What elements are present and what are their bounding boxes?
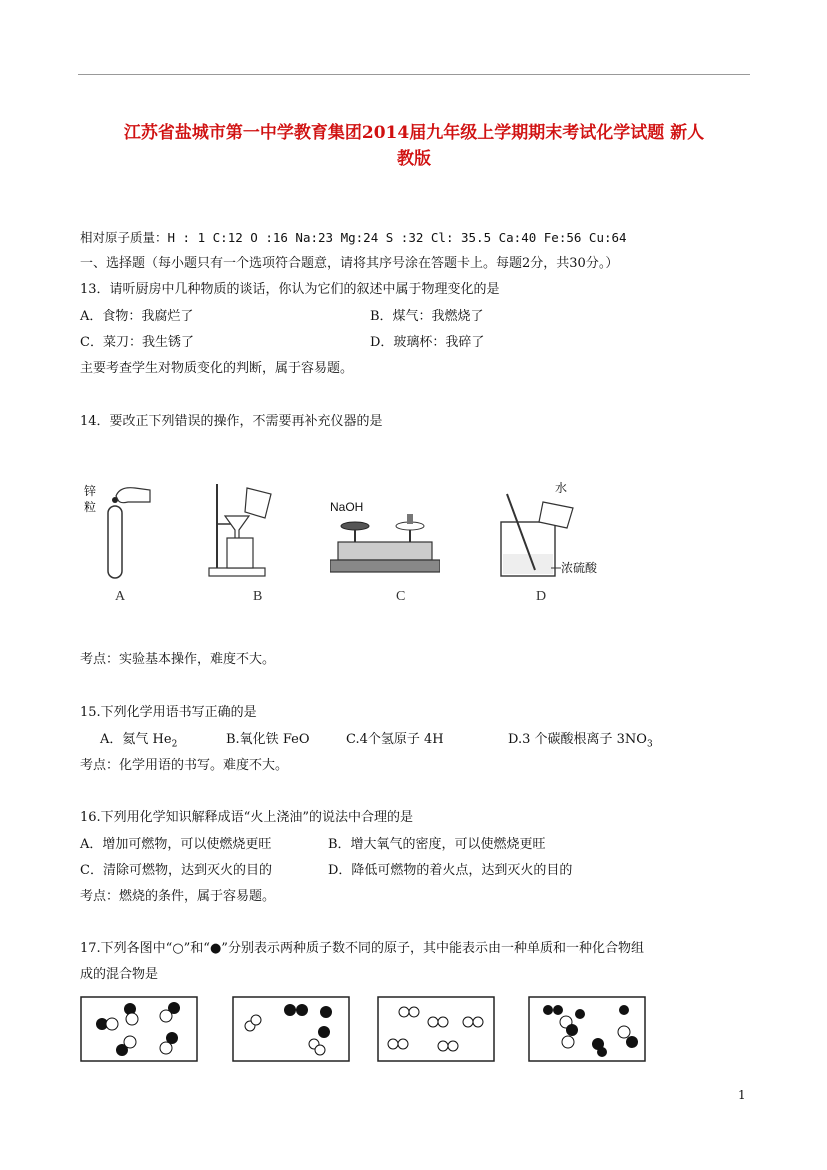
- beaker: [227, 538, 253, 568]
- title-line-1: 江苏省盐城市第一中学教育集团2014届九年级上学期期末考试化学试题 新人: [123, 123, 705, 143]
- q13-option-a: A．食物：我腐烂了: [80, 309, 194, 324]
- figure-b-filtration: [205, 480, 285, 580]
- q13-option-c: C．菜刀：我生锈了: [80, 335, 194, 350]
- q16-stem: 16.下列用化学知识解释成语“火上浇油”的说法中合理的是: [80, 810, 413, 825]
- q13-stem: 13．请听厨房中几种物质的谈话，你认为它们的叙述中属于物理变化的是: [80, 282, 500, 297]
- figure-a-label: A: [115, 589, 126, 604]
- balance-body: [338, 542, 432, 560]
- q15-stem: 15.下列化学用语书写正确的是: [80, 705, 257, 720]
- test-tube: [108, 506, 122, 578]
- atomic-mass-line: 相对原子质量：H : 1 C:12 O :16 Na:23 Mg:24 S :32 Cl: 35.5 Ca:40 Fe:56 Cu:64: [80, 230, 627, 245]
- q16-options-row1: [80, 836, 700, 854]
- naoh-label: NaOH: [330, 500, 364, 514]
- q15-option-c: C.4个氢原子 4H: [346, 732, 444, 747]
- section-heading: 一、选择题（每小题只有一个选项符合题意，请将其序号涂在答题卡上。每题2分，共30分。）: [80, 256, 619, 271]
- q15-option-a: A．氦气 $He_2$: [100, 732, 178, 750]
- particle-box-a: [80, 996, 198, 1062]
- document-title: [78, 120, 750, 172]
- q15-note: 考点：化学用语的书写。难度不大。: [80, 758, 289, 773]
- particle-box-c: [377, 996, 495, 1062]
- acid-label: 浓硫酸: [561, 561, 598, 575]
- q17-stem-2: 成的混合物是: [80, 967, 159, 982]
- balance-base: [330, 560, 440, 572]
- figure-a-test-tube: [80, 478, 160, 583]
- naoh-sample: [341, 522, 369, 530]
- weight: [407, 514, 413, 524]
- q13-options-row1: [80, 308, 680, 326]
- figure-c-label: C: [396, 589, 406, 604]
- q16-options-row2: [80, 862, 700, 880]
- q16-option-b: B．增大氧气的密度，可以使燃烧更旺: [328, 837, 546, 852]
- page-number: 1: [738, 1088, 746, 1102]
- q17-stem-1: 17.下列各图中“○”和“●”分别表示两种质子数不同的原子，其中能表示由一种单质和一种化合物组: [80, 941, 644, 956]
- header-rule: [78, 74, 750, 75]
- figure-c-balance: [330, 496, 440, 580]
- q16-option-c: C．清除可燃物，达到灭火的目的: [80, 863, 272, 878]
- q14-stem: 14．要改正下列错误的操作，不需要再补充仪器的是: [80, 414, 383, 429]
- q13-option-b: B．煤气：我燃烧了: [370, 309, 484, 324]
- particle-box-d: [528, 996, 646, 1062]
- hand-icon: [116, 488, 150, 503]
- q16-option-d: D．降低可燃物的着火点，达到灭火的目的: [328, 863, 573, 878]
- q13-options-row2: [80, 334, 680, 352]
- q14-note: 考点：实验基本操作，难度不大。: [80, 652, 276, 667]
- q15-option-d: D.3 个碳酸根离子 $3NO_3$: [508, 732, 653, 750]
- q15-option-b: B.氧化铁 FeO: [226, 732, 310, 747]
- stand-base: [209, 568, 265, 576]
- q16-option-a: A．增加可燃物，可以使燃烧更旺: [80, 837, 272, 852]
- figure-d-label: D: [536, 589, 547, 604]
- water-label: 水: [555, 481, 568, 495]
- q13-note: 主要考查学生对物质变化的判断，属于容易题。: [80, 361, 354, 376]
- title-line-2: 教版: [397, 149, 431, 169]
- particle-box-b: [232, 996, 350, 1062]
- pouring-beaker: [245, 488, 271, 518]
- figure-d-dilution: [495, 478, 625, 580]
- q13-option-d: D．玻璃杯：我碎了: [370, 335, 485, 350]
- zinc-label-1: 锌: [84, 484, 97, 498]
- figure-b-label: B: [253, 589, 263, 604]
- zinc-label-2: 粒: [84, 500, 97, 514]
- q16-note: 考点：燃烧的条件，属于容易题。: [80, 889, 276, 904]
